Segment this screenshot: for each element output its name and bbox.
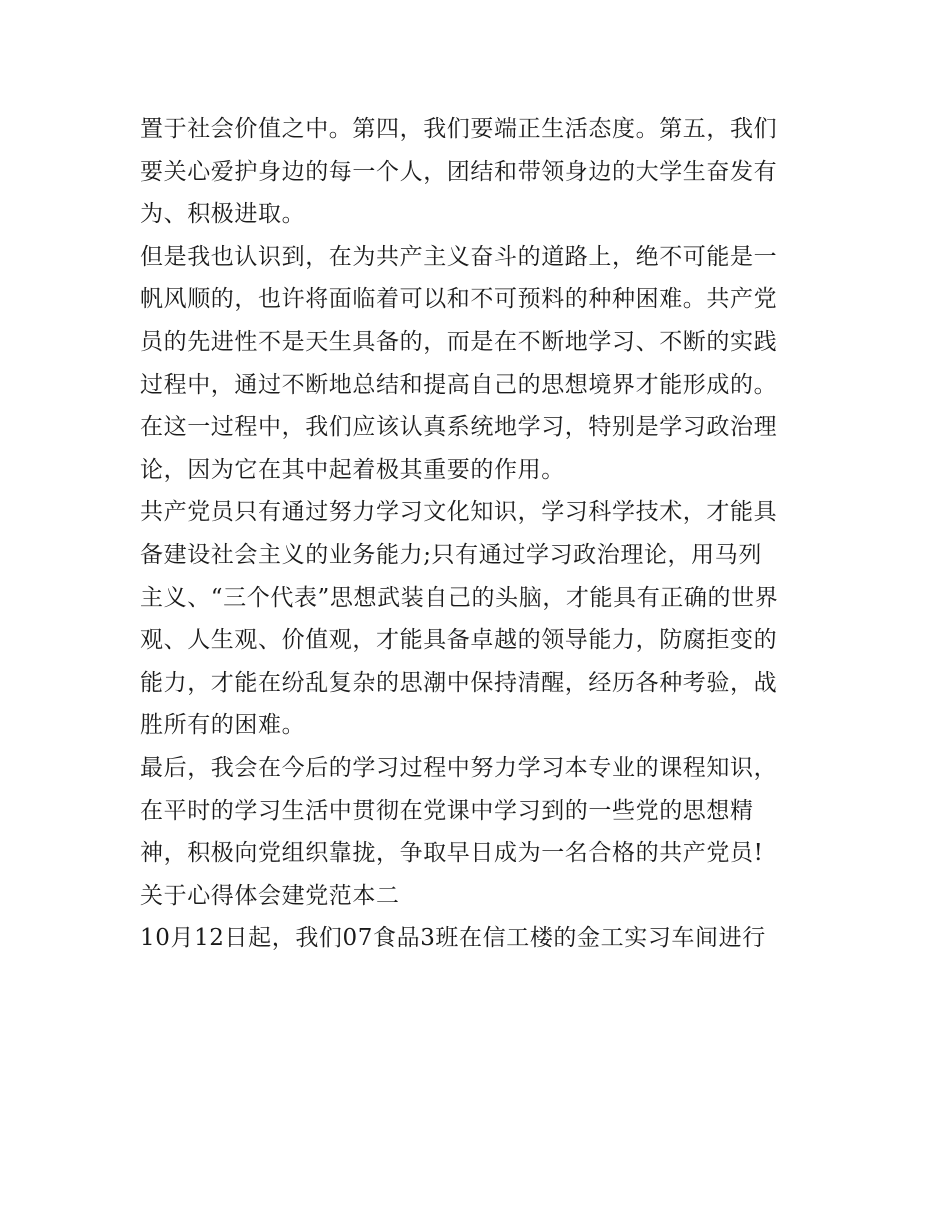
text-line: 在这一过程中，我们应该认真系统地学习，特别是学习政治理: [140, 414, 778, 441]
text-line: 最后，我会在今后的学习过程中努力学习本专业的课程知识，: [140, 754, 778, 781]
text-line: 共产党员只有通过努力学习文化知识，学习科学技术，才能具: [140, 499, 778, 526]
text-line: 观、人生观、价值观，才能具备卓越的领导能力，防腐拒变的: [140, 627, 778, 654]
text-line: 10月12日起，我们07食品3班在信工楼的金工实习车间进行: [140, 925, 766, 952]
text-line: 帆风顺的，也许将面临着可以和不可预料的种种困难。共产党: [140, 286, 778, 313]
text-line: 为、积极进取。: [140, 201, 306, 228]
document-body: [140, 108, 820, 960]
text-line: 置于社会价值之中。第四，我们要端正生活态度。第五，我们: [140, 116, 778, 142]
text-line: 神，积极向党组织靠拢，争取早日成为一名合格的共产党员!: [140, 840, 764, 867]
text-line: 胜所有的困难。: [140, 712, 306, 739]
section-heading: 关于心得体会建党范本二: [140, 882, 400, 909]
text-line: 员的先进性不是天生具备的，而是在不断地学习、不断的实践: [140, 328, 778, 355]
text-line: 论，因为它在其中起着极其重要的作用。: [140, 456, 565, 483]
text-line: 备建设社会主义的业务能力;只有通过学习政治理论，用马列: [140, 541, 762, 568]
text-line: 要关心爱护身边的每一个人，团结和带领身边的大学生奋发有: [140, 158, 778, 185]
text-line: 主义、“三个代表”思想武装自己的头脑，才能具有正确的世界: [140, 584, 779, 611]
text-line: 在平时的学习生活中贯彻在党课中学习到的一些党的思想精: [140, 797, 754, 824]
text-line: 但是我也认识到，在为共产主义奋斗的道路上，绝不可能是一: [140, 243, 778, 270]
text-line: 能力，才能在纷乱复杂的思潮中保持清醒，经历各种考验，战: [140, 669, 778, 696]
text-line: 过程中，通过不断地总结和提高自己的思想境界才能形成的。: [140, 371, 778, 398]
